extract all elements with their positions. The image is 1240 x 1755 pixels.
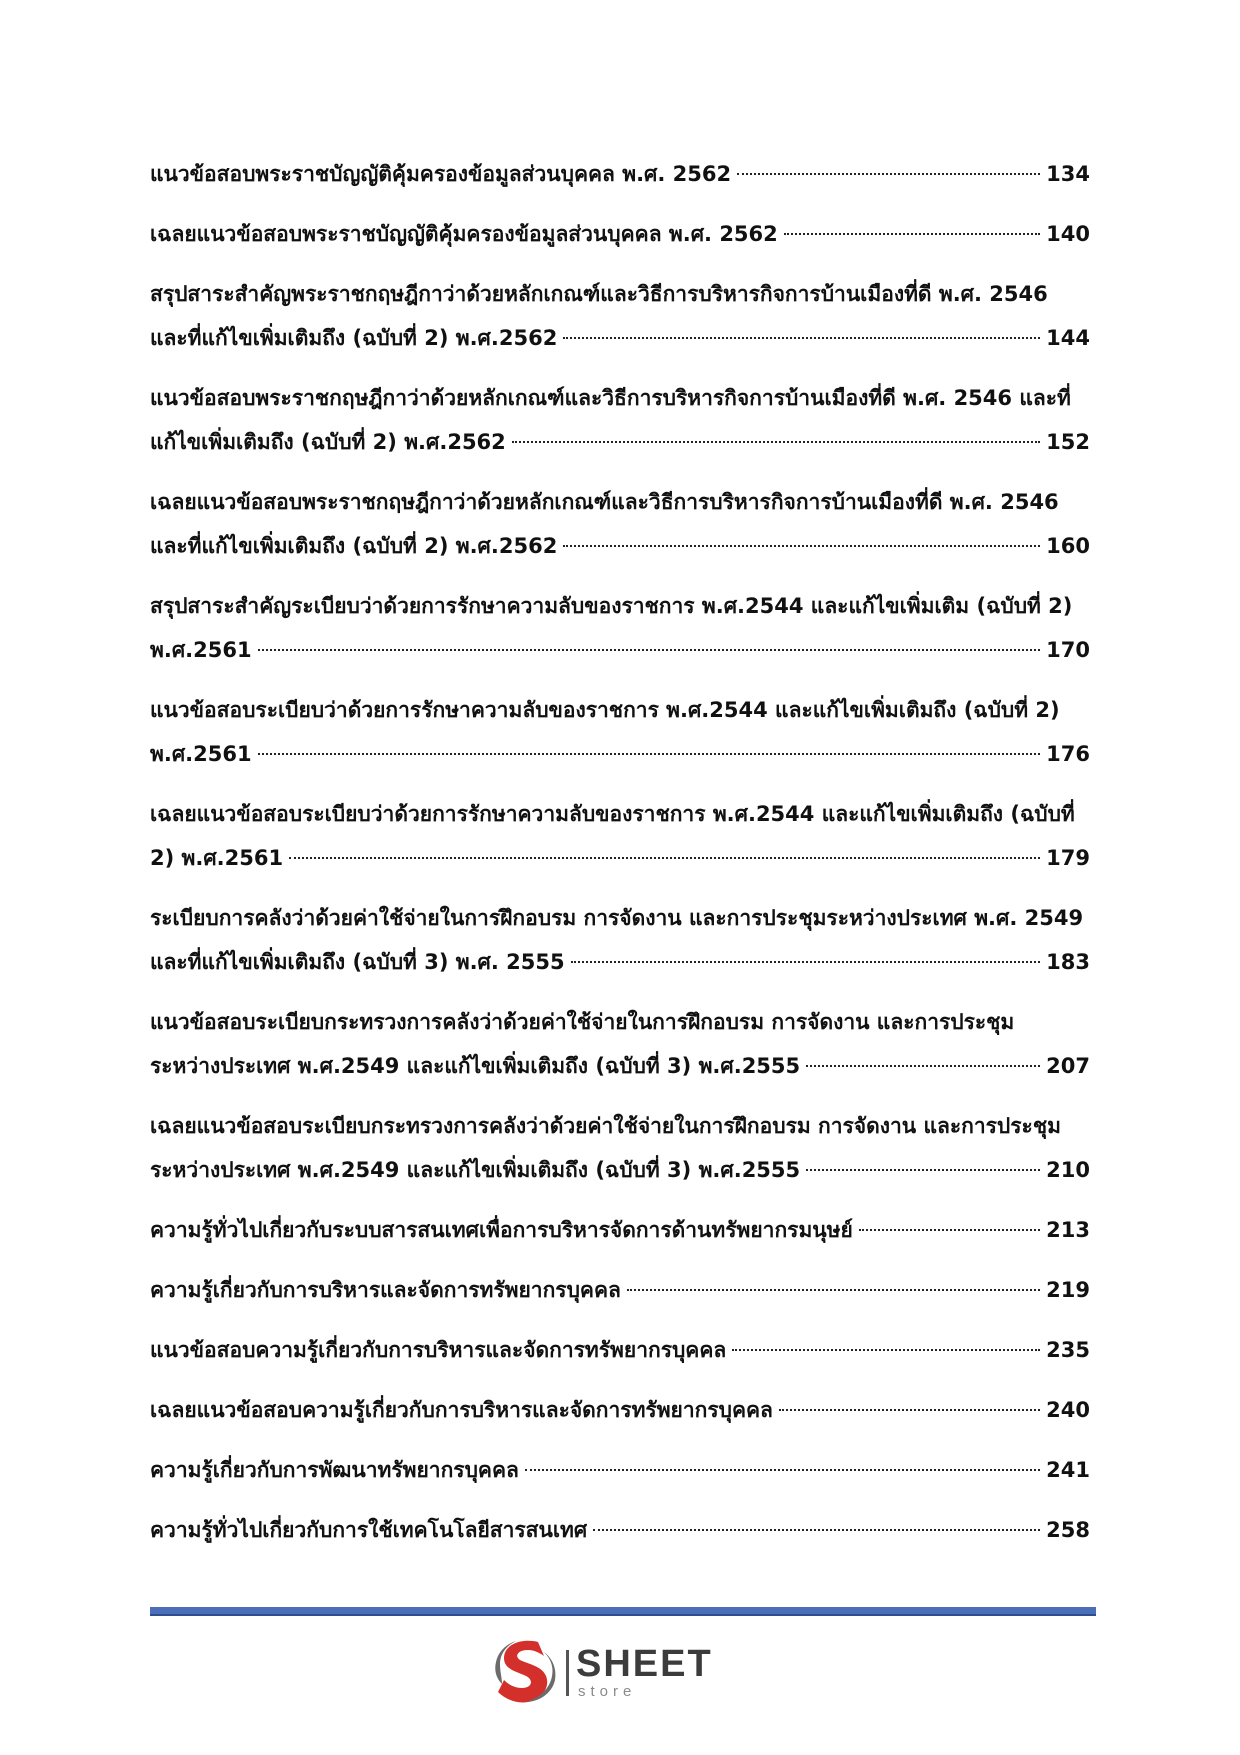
toc-page-number: 176	[1046, 742, 1090, 766]
footer-divider	[150, 1607, 1096, 1616]
toc-entry-last-line	[150, 152, 1090, 196]
toc-page-number: 235	[1046, 1338, 1090, 1362]
dot-leader	[593, 1529, 1040, 1531]
dot-leader	[806, 1169, 1040, 1171]
toc-page-number: 134	[1046, 162, 1090, 186]
toc-entry-last-line	[150, 1268, 1090, 1312]
toc-entry-last-line	[150, 316, 1090, 360]
toc-entry[interactable]	[150, 1104, 1090, 1192]
toc-page-number: 140	[1046, 222, 1090, 246]
toc-entry-last-line	[150, 732, 1090, 776]
toc-entry-title: แก้ไขเพิ่มเติมถึง (ฉบับที่ 2) พ.ศ.2562	[150, 430, 506, 454]
toc-entry-title: และที่แก้ไขเพิ่มเติมถึง (ฉบับที่ 3) พ.ศ. 2555	[150, 950, 565, 974]
dot-leader	[859, 1229, 1040, 1231]
toc-entry-last-line	[150, 1208, 1090, 1252]
toc-entry[interactable]	[150, 584, 1090, 672]
sheet-store-s-logo-icon	[492, 1636, 558, 1708]
toc-entry-last-line	[150, 628, 1090, 672]
logo-subtitle: store	[578, 1683, 637, 1700]
toc-page-number: 210	[1046, 1158, 1090, 1182]
toc-page-number: 213	[1046, 1218, 1090, 1242]
dot-leader	[627, 1289, 1040, 1291]
dot-leader	[512, 441, 1040, 443]
toc-entry[interactable]	[150, 480, 1090, 568]
toc-entry[interactable]	[150, 688, 1090, 776]
toc-entry-title-line: สรุปสาระสำคัญระเบียบว่าด้วยการรักษาความลับของราชการ พ.ศ.2544 และแก้ไขเพิ่มเติม (ฉบับที่ 2)	[150, 594, 1073, 618]
toc-entry-title: แนวข้อสอบพระราชบัญญัติคุ้มครองข้อมูลส่วนบุคคล พ.ศ. 2562	[150, 162, 732, 186]
toc-entry-last-line	[150, 1044, 1090, 1088]
toc-entry-last-line	[150, 212, 1090, 256]
toc-page-number: 258	[1046, 1518, 1090, 1542]
toc-entry-title: ระหว่างประเทศ พ.ศ.2549 และแก้ไขเพิ่มเติมถึง (ฉบับที่ 3) พ.ศ.2555	[150, 1054, 801, 1078]
dot-leader	[258, 753, 1041, 755]
toc-entry-title: พ.ศ.2561	[150, 742, 252, 766]
logo-wordmark: SHEET	[576, 1643, 713, 1685]
toc-entry-title: ความรู้เกี่ยวกับการบริหารและจัดการทรัพยากรบุคคล	[150, 1278, 621, 1302]
toc-entry-title: ความรู้ทั่วไปเกี่ยวกับระบบสารสนเทศเพื่อการบริหารจัดการด้านทรัพยากรมนุษย์	[150, 1218, 853, 1242]
toc-entry-last-line	[150, 1508, 1090, 1552]
toc-entry-last-line	[150, 836, 1090, 880]
dot-leader	[258, 649, 1041, 651]
table-of-contents	[150, 152, 1090, 1568]
toc-page-number: 144	[1046, 326, 1090, 350]
toc-entry[interactable]	[150, 1208, 1090, 1252]
toc-entry[interactable]	[150, 1448, 1090, 1492]
toc-entry-title: ความรู้ทั่วไปเกี่ยวกับการใช้เทคโนโลยีสารสนเทศ	[150, 1518, 588, 1542]
logo-separator	[566, 1650, 569, 1696]
toc-page-number: 152	[1046, 430, 1090, 454]
toc-entry-title-line: แนวข้อสอบระเบียบกระทรวงการคลังว่าด้วยค่าใช้จ่ายในการฝึกอบรม การจัดงาน และการประชุม	[150, 1010, 1015, 1034]
toc-entry-last-line	[150, 1148, 1090, 1192]
toc-entry[interactable]	[150, 152, 1090, 196]
toc-entry-title: แนวข้อสอบความรู้เกี่ยวกับการบริหารและจัดการทรัพยากรบุคคล	[150, 1338, 727, 1362]
toc-entry-title: พ.ศ.2561	[150, 638, 252, 662]
toc-entry-last-line	[150, 1448, 1090, 1492]
toc-entry-last-line	[150, 420, 1090, 464]
toc-entry[interactable]	[150, 792, 1090, 880]
dot-leader	[571, 961, 1041, 963]
toc-page-number: 240	[1046, 1398, 1090, 1422]
toc-entry[interactable]	[150, 1268, 1090, 1312]
toc-entry[interactable]	[150, 1508, 1090, 1552]
toc-entry[interactable]	[150, 376, 1090, 464]
toc-entry-title: ความรู้เกี่ยวกับการพัฒนาทรัพยากรบุคคล	[150, 1458, 519, 1482]
toc-entry-last-line	[150, 524, 1090, 568]
toc-entry-title-line: ระเบียบการคลังว่าด้วยค่าใช้จ่ายในการฝึกอบรม การจัดงาน และการประชุมระหว่างประเทศ พ.ศ. 2549	[150, 906, 1084, 930]
toc-page-number: 170	[1046, 638, 1090, 662]
toc-page-number: 160	[1046, 534, 1090, 558]
toc-entry-title-line: แนวข้อสอบพระราชกฤษฎีกาว่าด้วยหลักเกณฑ์และวิธีการบริหารกิจการบ้านเมืองที่ดี พ.ศ. 2546 และที่	[150, 386, 1071, 410]
toc-page-number: 219	[1046, 1278, 1090, 1302]
toc-entry-last-line	[150, 1388, 1090, 1432]
toc-entry[interactable]	[150, 212, 1090, 256]
dot-leader	[732, 1349, 1040, 1351]
toc-entry-title: ระหว่างประเทศ พ.ศ.2549 และแก้ไขเพิ่มเติมถึง (ฉบับที่ 3) พ.ศ.2555	[150, 1158, 801, 1182]
toc-entry-title-line: แนวข้อสอบระเบียบว่าด้วยการรักษาความลับของราชการ พ.ศ.2544 และแก้ไขเพิ่มเติมถึง (ฉบับที่ 2)	[150, 698, 1060, 722]
toc-entry[interactable]	[150, 272, 1090, 360]
dot-leader	[563, 337, 1040, 339]
toc-entry-title-line: เฉลยแนวข้อสอบพระราชกฤษฎีกาว่าด้วยหลักเกณฑ์และวิธีการบริหารกิจการบ้านเมืองที่ดี พ.ศ. 2546	[150, 490, 1059, 514]
toc-page-number: 241	[1046, 1458, 1090, 1482]
toc-entry-last-line	[150, 940, 1090, 984]
toc-entry[interactable]	[150, 1328, 1090, 1372]
dot-leader	[737, 173, 1040, 175]
sheet-store-logo	[492, 1636, 752, 1716]
toc-entry[interactable]	[150, 896, 1090, 984]
dot-leader	[779, 1409, 1040, 1411]
toc-entry-title: และที่แก้ไขเพิ่มเติมถึง (ฉบับที่ 2) พ.ศ.2562	[150, 534, 558, 558]
dot-leader	[289, 857, 1040, 859]
dot-leader	[806, 1065, 1040, 1067]
toc-entry-title-line: สรุปสาระสำคัญพระราชกฤษฎีกาว่าด้วยหลักเกณฑ์และวิธีการบริหารกิจการบ้านเมืองที่ดี พ.ศ. 2546	[150, 282, 1048, 306]
toc-entry-title: 2) พ.ศ.2561	[150, 846, 284, 870]
dot-leader	[525, 1469, 1040, 1471]
toc-page-number: 183	[1046, 950, 1090, 974]
toc-entry-last-line	[150, 1328, 1090, 1372]
toc-entry-title: เฉลยแนวข้อสอบความรู้เกี่ยวกับการบริหารและจัดการทรัพยากรบุคคล	[150, 1398, 773, 1422]
dot-leader	[784, 233, 1040, 235]
toc-entry-title: และที่แก้ไขเพิ่มเติมถึง (ฉบับที่ 2) พ.ศ.2562	[150, 326, 558, 350]
toc-entry-title: เฉลยแนวข้อสอบพระราชบัญญัติคุ้มครองข้อมูลส่วนบุคคล พ.ศ. 2562	[150, 222, 778, 246]
toc-entry-title-line: เฉลยแนวข้อสอบระเบียบว่าด้วยการรักษาความลับของราชการ พ.ศ.2544 และแก้ไขเพิ่มเติมถึง (ฉบับที่	[150, 802, 1075, 826]
dot-leader	[563, 545, 1040, 547]
toc-entry[interactable]	[150, 1388, 1090, 1432]
toc-entry[interactable]	[150, 1000, 1090, 1088]
toc-entry-title-line: เฉลยแนวข้อสอบระเบียบกระทรวงการคลังว่าด้วยค่าใช้จ่ายในการฝึกอบรม การจัดงาน และการประชุม	[150, 1114, 1061, 1138]
toc-page-number: 179	[1046, 846, 1090, 870]
toc-page-number: 207	[1046, 1054, 1090, 1078]
